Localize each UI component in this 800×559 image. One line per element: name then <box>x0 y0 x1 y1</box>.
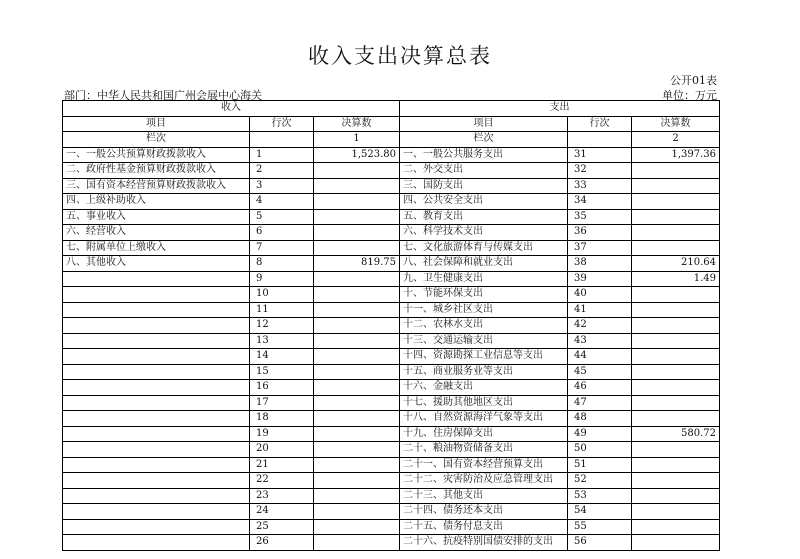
expense-item-cell: 二十三、其他支出 <box>400 488 568 504</box>
income-item-cell: 一、一般公共预算财政拨款收入 <box>63 147 250 163</box>
expense-amount-cell <box>632 519 720 535</box>
expense-line-cell: 34 <box>568 194 632 210</box>
expense-amount-cell <box>632 225 720 241</box>
expense-col-blank <box>568 132 632 148</box>
expense-amount-cell <box>632 349 720 365</box>
income-line-cell: 11 <box>250 302 314 318</box>
expense-amount-cell <box>632 194 720 210</box>
expense-item-cell: 十七、援助其他地区支出 <box>400 395 568 411</box>
table-row <box>63 240 720 256</box>
income-amount-cell <box>314 333 400 349</box>
expense-item-cell: 六、科学技术支出 <box>400 225 568 241</box>
income-item-cell: 七、附属单位上缴收入 <box>63 240 250 256</box>
table-row <box>63 256 720 272</box>
expense-item-cell: 三、国防支出 <box>400 178 568 194</box>
expense-col-number: 2 <box>632 132 720 148</box>
expense-line-header: 行次 <box>568 116 632 132</box>
income-section-header: 收入 <box>63 101 400 117</box>
header-row-col-index <box>63 132 720 148</box>
expense-item-cell: 十、节能环保支出 <box>400 287 568 303</box>
income-line-cell: 1 <box>250 147 314 163</box>
income-amount-cell <box>314 473 400 489</box>
expense-amount-cell <box>632 535 720 551</box>
expense-amount-cell: 1,397.36 <box>632 147 720 163</box>
income-item-cell <box>63 411 250 427</box>
table-row <box>63 209 720 225</box>
expense-line-cell: 51 <box>568 457 632 473</box>
income-amount-cell <box>314 271 400 287</box>
expense-line-cell: 40 <box>568 287 632 303</box>
expense-line-cell: 42 <box>568 318 632 334</box>
income-line-cell: 22 <box>250 473 314 489</box>
income-amount-cell <box>314 240 400 256</box>
expense-amount-cell <box>632 411 720 427</box>
table-row <box>63 411 720 427</box>
expense-amount-cell <box>632 364 720 380</box>
expense-amount-cell: 210.64 <box>632 256 720 272</box>
expense-amount-cell <box>632 488 720 504</box>
expense-item-cell: 十八、自然资源海洋气象等支出 <box>400 411 568 427</box>
income-amount-cell <box>314 225 400 241</box>
income-amount-cell <box>314 318 400 334</box>
expense-line-cell: 41 <box>568 302 632 318</box>
income-item-cell <box>63 457 250 473</box>
income-line-cell: 16 <box>250 380 314 396</box>
expense-line-cell: 49 <box>568 426 632 442</box>
income-item-cell: 六、经营收入 <box>63 225 250 241</box>
income-item-cell: 八、其他收入 <box>63 256 250 272</box>
expense-line-cell: 45 <box>568 364 632 380</box>
income-line-cell: 5 <box>250 209 314 225</box>
income-item-cell: 四、上级补助收入 <box>63 194 250 210</box>
income-amount-cell <box>314 395 400 411</box>
income-item-cell <box>63 287 250 303</box>
income-col-label: 栏次 <box>63 132 250 148</box>
expense-amount-cell <box>632 163 720 179</box>
expense-amount-cell <box>632 240 720 256</box>
expense-line-cell: 35 <box>568 209 632 225</box>
income-line-cell: 17 <box>250 395 314 411</box>
table-row <box>63 473 720 489</box>
expense-amount-cell <box>632 504 720 520</box>
expense-amount-cell <box>632 333 720 349</box>
income-line-cell: 14 <box>250 349 314 365</box>
table-row <box>63 271 720 287</box>
income-line-cell: 13 <box>250 333 314 349</box>
table-row <box>63 380 720 396</box>
income-line-cell: 21 <box>250 457 314 473</box>
expense-item-cell: 二十二、灾害防治及应急管理支出 <box>400 473 568 489</box>
income-col-number: 1 <box>314 132 400 148</box>
expense-amount-cell <box>632 302 720 318</box>
table-row <box>63 457 720 473</box>
income-item-cell <box>63 318 250 334</box>
income-line-cell: 26 <box>250 535 314 551</box>
income-line-cell: 2 <box>250 163 314 179</box>
income-item-cell <box>63 473 250 489</box>
income-amount-cell <box>314 535 400 551</box>
expense-amount-cell <box>632 318 720 334</box>
expense-amount-cell <box>632 457 720 473</box>
expense-amount-cell: 580.72 <box>632 426 720 442</box>
table-row <box>63 504 720 520</box>
expense-amount-cell <box>632 380 720 396</box>
income-amount-cell <box>314 209 400 225</box>
expense-item-cell: 二十四、债务还本支出 <box>400 504 568 520</box>
income-amount-cell <box>314 426 400 442</box>
expense-amount-cell <box>632 473 720 489</box>
income-line-cell: 25 <box>250 519 314 535</box>
table-row <box>63 194 720 210</box>
expense-item-cell: 九、卫生健康支出 <box>400 271 568 287</box>
income-line-cell: 19 <box>250 426 314 442</box>
income-item-cell <box>63 426 250 442</box>
header-row-columns <box>63 116 720 132</box>
table-row <box>63 318 720 334</box>
income-line-cell: 9 <box>250 271 314 287</box>
expense-item-cell: 十四、资源勘探工业信息等支出 <box>400 349 568 365</box>
expense-line-cell: 39 <box>568 271 632 287</box>
expense-amount-cell <box>632 209 720 225</box>
expense-section-header: 支出 <box>400 101 720 117</box>
expense-item-cell: 七、文化旅游体育与传媒支出 <box>400 240 568 256</box>
expense-item-cell: 二十六、抗疫特别国债安排的支出 <box>400 535 568 551</box>
income-item-cell <box>63 488 250 504</box>
expense-item-cell: 十九、住房保障支出 <box>400 426 568 442</box>
expense-line-cell: 55 <box>568 519 632 535</box>
income-item-cell: 二、政府性基金预算财政拨款收入 <box>63 163 250 179</box>
income-amount-cell <box>314 163 400 179</box>
income-amount-cell <box>314 504 400 520</box>
income-line-cell: 6 <box>250 225 314 241</box>
income-line-cell: 23 <box>250 488 314 504</box>
table-row <box>63 225 720 241</box>
table-row <box>63 535 720 551</box>
income-col-blank <box>250 132 314 148</box>
expense-line-cell: 36 <box>568 225 632 241</box>
expense-line-cell: 50 <box>568 442 632 458</box>
expense-item-cell: 十一、城乡社区支出 <box>400 302 568 318</box>
income-amount-cell <box>314 349 400 365</box>
form-number: 公开01表 <box>670 74 717 87</box>
table-row <box>63 488 720 504</box>
income-amount-cell <box>314 519 400 535</box>
table-row <box>63 395 720 411</box>
income-amount-cell <box>314 194 400 210</box>
income-item-cell <box>63 302 250 318</box>
expense-line-cell: 52 <box>568 473 632 489</box>
unit-label: 单位：万元 <box>662 89 717 102</box>
income-item-cell <box>63 395 250 411</box>
expense-item-cell: 十五、商业服务业等支出 <box>400 364 568 380</box>
income-amount-cell: 1,523.80 <box>314 147 400 163</box>
income-line-cell: 7 <box>250 240 314 256</box>
income-item-cell: 五、事业收入 <box>63 209 250 225</box>
income-line-cell: 24 <box>250 504 314 520</box>
table-row <box>63 442 720 458</box>
expense-line-cell: 54 <box>568 504 632 520</box>
header-row-sections <box>63 101 720 117</box>
expense-amount-cell <box>632 395 720 411</box>
expense-line-cell: 43 <box>568 333 632 349</box>
expense-line-cell: 46 <box>568 380 632 396</box>
income-line-cell: 20 <box>250 442 314 458</box>
table-row <box>63 364 720 380</box>
expense-col-label: 栏次 <box>400 132 568 148</box>
income-amount-cell <box>314 411 400 427</box>
income-item-cell <box>63 535 250 551</box>
expense-item-cell: 二十五、债务付息支出 <box>400 519 568 535</box>
income-line-header: 行次 <box>250 116 314 132</box>
table-row <box>63 519 720 535</box>
income-line-cell: 8 <box>250 256 314 272</box>
income-line-cell: 3 <box>250 178 314 194</box>
table-row <box>63 147 720 163</box>
expense-line-cell: 47 <box>568 395 632 411</box>
income-amount-cell <box>314 178 400 194</box>
table-row <box>63 178 720 194</box>
income-item-cell: 三、国有资本经营预算财政拨款收入 <box>63 178 250 194</box>
expense-item-cell: 十六、金融支出 <box>400 380 568 396</box>
expense-item-cell: 二十、粮油物资储备支出 <box>400 442 568 458</box>
income-item-cell <box>63 442 250 458</box>
income-item-cell <box>63 519 250 535</box>
income-item-cell <box>63 364 250 380</box>
income-amount-cell <box>314 287 400 303</box>
expense-line-cell: 32 <box>568 163 632 179</box>
expense-item-cell: 十三、交通运输支出 <box>400 333 568 349</box>
expense-line-cell: 31 <box>568 147 632 163</box>
income-item-cell <box>63 271 250 287</box>
expense-item-cell: 二十一、国有资本经营预算支出 <box>400 457 568 473</box>
income-amount-cell: 819.75 <box>314 256 400 272</box>
income-line-cell: 4 <box>250 194 314 210</box>
income-amount-cell <box>314 457 400 473</box>
income-amount-header: 决算数 <box>314 116 400 132</box>
expense-line-cell: 53 <box>568 488 632 504</box>
income-line-cell: 12 <box>250 318 314 334</box>
table-row <box>63 287 720 303</box>
table-row <box>63 426 720 442</box>
income-item-cell <box>63 349 250 365</box>
expense-line-cell: 38 <box>568 256 632 272</box>
expense-amount-cell: 1.49 <box>632 271 720 287</box>
expense-item-cell: 四、公共安全支出 <box>400 194 568 210</box>
income-line-cell: 15 <box>250 364 314 380</box>
expense-amount-cell <box>632 178 720 194</box>
income-amount-cell <box>314 380 400 396</box>
expense-item-cell: 五、教育支出 <box>400 209 568 225</box>
income-line-cell: 18 <box>250 411 314 427</box>
expense-item-header: 项目 <box>400 116 568 132</box>
expense-item-cell: 十二、农林水支出 <box>400 318 568 334</box>
expense-item-cell: 一、一般公共服务支出 <box>400 147 568 163</box>
income-item-cell <box>63 380 250 396</box>
table-row <box>63 163 720 179</box>
table-row <box>63 302 720 318</box>
income-amount-cell <box>314 302 400 318</box>
department-label: 部门：中华人民共和国广州会展中心海关 <box>64 89 262 102</box>
income-amount-cell <box>314 442 400 458</box>
page-title: 收入支出决算总表 <box>308 44 492 68</box>
expense-line-cell: 37 <box>568 240 632 256</box>
income-amount-cell <box>314 364 400 380</box>
income-amount-cell <box>314 488 400 504</box>
expense-line-cell: 44 <box>568 349 632 365</box>
income-item-header: 项目 <box>63 116 250 132</box>
expense-amount-cell <box>632 442 720 458</box>
expense-line-cell: 56 <box>568 535 632 551</box>
table-row <box>63 333 720 349</box>
expense-item-cell: 八、社会保障和就业支出 <box>400 256 568 272</box>
expense-line-cell: 48 <box>568 411 632 427</box>
expense-item-cell: 二、外交支出 <box>400 163 568 179</box>
expense-amount-header: 决算数 <box>632 116 720 132</box>
income-item-cell <box>63 333 250 349</box>
income-item-cell <box>63 504 250 520</box>
table-row <box>63 349 720 365</box>
income-line-cell: 10 <box>250 287 314 303</box>
expense-amount-cell <box>632 287 720 303</box>
budget-table <box>62 100 720 551</box>
expense-line-cell: 33 <box>568 178 632 194</box>
